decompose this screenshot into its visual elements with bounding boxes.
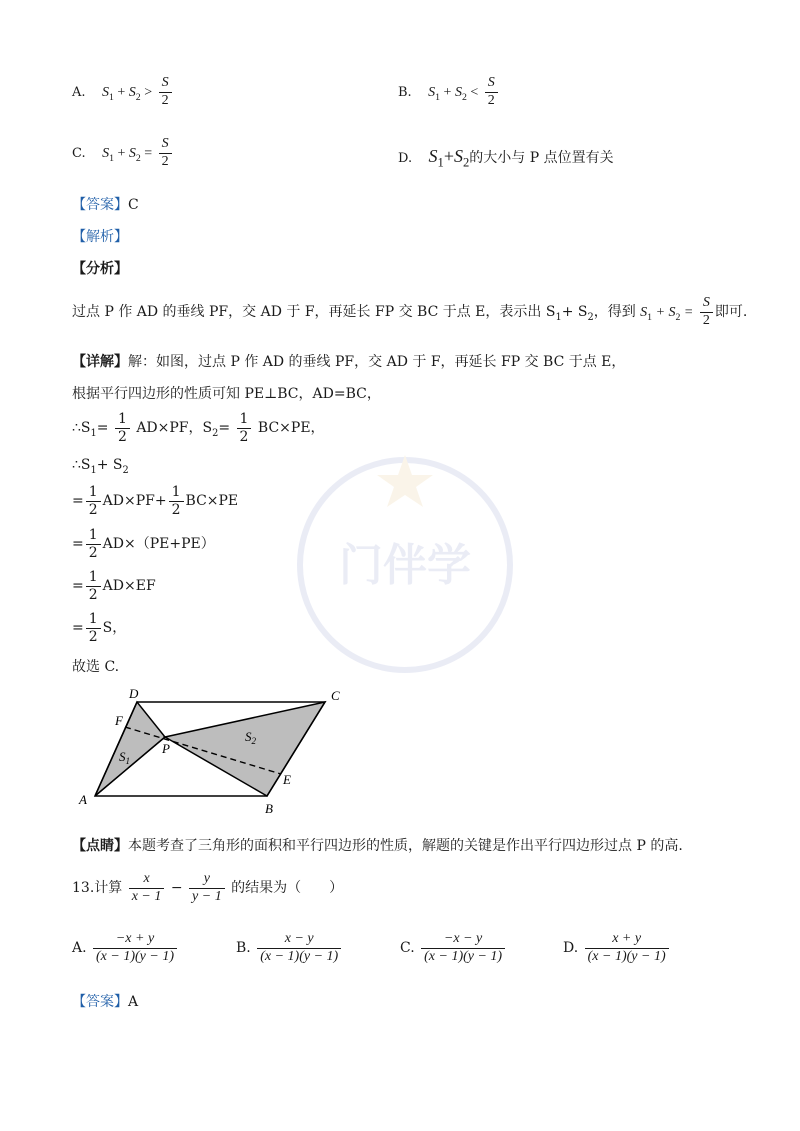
option-b-s2: S: [454, 85, 462, 101]
line3-frac1-den: 2: [115, 428, 130, 445]
q13-option-a-frac: [93, 932, 177, 964]
line7-eq: =: [72, 578, 84, 595]
q13-option-b: [236, 932, 343, 964]
option-b-s1: S: [428, 85, 436, 101]
watermark-text: 门伴学: [339, 541, 471, 590]
option-a-sub1: 1: [108, 91, 114, 103]
line6-text: AD×（PE+PE）: [102, 536, 215, 553]
q13-answer-value: A: [128, 994, 139, 1010]
q13-option-d-den: (x − 1)(y − 1): [585, 948, 669, 965]
line3-frac1: [115, 412, 130, 444]
line5-frac1-den: 2: [86, 501, 101, 518]
option-d-plus: +: [443, 146, 454, 166]
q13-option-b-label: B.: [236, 940, 251, 957]
line3-b: BC×PE，: [257, 420, 325, 437]
line7-text: AD×EF: [102, 578, 156, 595]
q13-option-d: [563, 932, 671, 964]
line5-a: AD×PF+: [102, 493, 167, 510]
option-a-s2: S: [128, 85, 136, 101]
fenxi-text-2: + S: [561, 304, 588, 321]
q13-option-b-num: x − y: [284, 931, 314, 946]
line8-text: S，: [102, 620, 127, 637]
option-b-frac-den: 2: [485, 92, 498, 109]
line8-frac-den: 2: [86, 628, 101, 645]
fenxi-fraction: [700, 296, 713, 328]
line3-frac2-num: 1: [239, 411, 249, 427]
option-b-relation: <: [470, 85, 479, 101]
q13-frac2: [189, 872, 225, 904]
line3-frac2-den: 2: [237, 428, 252, 445]
q13-option-d-label: D.: [563, 940, 579, 957]
q12-line3: [72, 412, 325, 444]
option-a: [72, 76, 174, 108]
label-d: D: [129, 686, 139, 701]
option-b-sub2: 2: [461, 91, 467, 103]
option-a-label: A.: [72, 85, 86, 101]
option-d-s2: S: [454, 146, 463, 166]
label-s2-main: S: [245, 729, 252, 744]
label-s1-main: S: [119, 749, 126, 764]
label-s1-sub: 1: [125, 756, 130, 766]
line8-eq: =: [72, 620, 84, 637]
q13-frac2-den: y − 1: [189, 888, 225, 905]
q12-line8: [72, 612, 126, 644]
line7-frac: [86, 570, 101, 602]
q13-minus: −: [170, 880, 183, 897]
comment-text: 本题考查了三角形的面积和平行四边形的性质，解题的关键是作出平行四边形过点 P 的高.: [128, 838, 683, 854]
line3-sub2: 2: [212, 427, 219, 439]
q13-option-d-frac: [585, 932, 669, 964]
fenxi-frac-den: 2: [700, 312, 713, 329]
option-c-sub2: 2: [135, 152, 141, 164]
q12-line7: [72, 570, 156, 602]
option-c-relation: =: [144, 146, 153, 162]
option-c-s2: S: [128, 146, 136, 162]
line5-b: BC×PE: [185, 493, 239, 510]
fenxi-s2-sub: 2: [675, 311, 681, 323]
line6-eq: =: [72, 536, 84, 553]
line5-frac1: [86, 485, 101, 517]
fenxi-tail: 即可.: [714, 304, 748, 321]
fenxi-s2: S: [668, 305, 676, 321]
q13-option-c-label: C.: [400, 940, 415, 957]
option-b-fraction: [485, 76, 498, 108]
q13-stem-suffix: 的结果为（ ）: [231, 880, 344, 897]
answer-tag: 【答案】: [72, 197, 128, 213]
detail-text: 解：如图，过点 P 作 AD 的垂线 PF，交 AD 于 F，再延长 FP 交 BC 于点 E，: [128, 354, 626, 370]
q13-stem-prefix: 13.计算: [72, 880, 123, 897]
option-d-label: D.: [398, 151, 413, 166]
option-a-relation: >: [144, 85, 153, 101]
q12-analysis-tag: 【解析】: [72, 229, 128, 245]
option-c-label: C.: [72, 146, 86, 162]
line5-frac2-num: 1: [171, 484, 181, 500]
label-f: F: [115, 713, 123, 728]
q13-option-b-den: (x − 1)(y − 1): [257, 948, 341, 965]
q12-choose: 故选 C.: [72, 659, 120, 675]
line4-s2: + S: [96, 457, 123, 473]
q13-stem: [72, 872, 343, 904]
option-d-sub2: 2: [463, 155, 470, 170]
line4-sub2: 2: [122, 464, 129, 476]
line3-frac1-num: 1: [117, 411, 127, 427]
label-p: P: [162, 741, 170, 756]
line3-sub1: 1: [90, 427, 97, 439]
q12-fenxi-tag: 【分析】: [72, 261, 128, 277]
q13-frac1: [129, 872, 165, 904]
label-c: C: [331, 688, 340, 703]
q13-option-c-frac: [421, 932, 505, 964]
fenxi-frac-num: S: [702, 295, 710, 310]
q13-option-c: [400, 932, 507, 964]
option-d-s1: S: [428, 146, 438, 166]
option-c-fraction: [159, 137, 172, 169]
q13-frac1-num: x: [143, 871, 150, 886]
option-d-text: 的大小与 P 点位置有关: [469, 150, 614, 166]
fenxi-text-3: ，得到: [593, 304, 636, 321]
option-c-frac-num: S: [161, 136, 169, 151]
fenxi-sub1: 1: [555, 311, 562, 323]
option-a-frac-den: 2: [159, 92, 172, 109]
line5-frac2: [169, 485, 184, 517]
line5-frac2-den: 2: [169, 501, 184, 518]
line5-eq: =: [72, 493, 84, 510]
q12-line4: [72, 457, 129, 476]
q13-option-d-num: x + y: [612, 931, 642, 946]
q13-option-c-den: (x − 1)(y − 1): [421, 948, 505, 965]
q12-line2: 根据平行四边形的性质可知 PE⊥BC，AD=BC，: [72, 386, 381, 402]
q12-comment: [72, 835, 683, 855]
option-b-plus: +: [443, 85, 452, 101]
line8-frac: [86, 612, 101, 644]
parallelogram-figure: [75, 683, 365, 823]
line6-frac: [86, 528, 101, 560]
fenxi-s1: S: [640, 305, 648, 321]
q13-frac1-den: x − 1: [129, 888, 165, 905]
line6-frac-num: 1: [88, 527, 98, 543]
line4-s1: S: [80, 457, 91, 473]
option-a-fraction: [159, 76, 172, 108]
detail-tag: 【详解】: [72, 354, 128, 370]
option-b: [398, 76, 500, 108]
label-b: B: [265, 801, 273, 816]
line7-frac-den: 2: [86, 586, 101, 603]
line5-frac1-num: 1: [88, 484, 98, 500]
label-s2-sub: 2: [251, 736, 256, 746]
option-c-s1: S: [102, 146, 110, 162]
option-c-sub1: 1: [109, 152, 114, 164]
q13-option-a-label: A.: [72, 940, 87, 957]
q12-answer: [72, 194, 139, 214]
q12-fenxi-text: 过点 P 作 AD 的垂线 PF，交 AD 于 F，再延长 FP 交 BC 于点 E，表示出 $S_1+ S_2$，得到 $S_1 + S_2$ = $\frac{S}{2}$ 即可.: [72, 295, 748, 328]
option-b-label: B.: [398, 85, 412, 101]
q12-detail: [72, 351, 625, 371]
line3-eq2: =: [218, 420, 231, 437]
option-b-sub1: 1: [435, 91, 441, 103]
fenxi-text-1: 过点 P 作 AD 的垂线 PF，交 AD 于 F，再延长 FP 交 BC 于点 E，表示出 S: [72, 304, 556, 321]
therefore-2: ∴: [72, 457, 81, 473]
option-a-frac-num: S: [161, 75, 169, 90]
line6-frac-den: 2: [86, 544, 101, 561]
line3-eq: =: [96, 420, 109, 437]
fenxi-s1-sub: 1: [647, 311, 653, 323]
option-a-plus: +: [117, 85, 126, 101]
line3-s: S: [80, 420, 91, 437]
option-c-frac-den: 2: [159, 153, 172, 170]
watermark-emblem: [285, 445, 525, 685]
option-c: [72, 137, 174, 169]
q13-option-a-den: (x − 1)(y − 1): [93, 948, 177, 965]
fenxi-sub2: 2: [587, 311, 594, 323]
line3-a: AD×PF，S: [136, 420, 213, 437]
q12-line6: [72, 528, 215, 560]
watermark: [285, 445, 525, 685]
q13-option-a-num: −x + y: [115, 931, 155, 946]
therefore-1: ∴: [72, 420, 81, 437]
label-e: E: [283, 772, 291, 787]
line4-sub1: 1: [90, 464, 97, 476]
comment-tag: 【点睛】: [72, 838, 128, 854]
q13-answer: [72, 991, 138, 1011]
q13-answer-tag: 【答案】: [72, 994, 128, 1010]
option-a-sub2: 2: [135, 91, 141, 103]
q13-option-b-frac: [257, 932, 341, 964]
region-s2: [165, 702, 325, 796]
line7-frac-num: 1: [88, 569, 98, 585]
option-a-s1: S: [101, 85, 109, 101]
option-d-sub1: 1: [437, 155, 444, 170]
q13-option-c-num: −x − y: [443, 931, 483, 946]
q13-frac2-num: y: [203, 871, 210, 886]
label-a: A: [79, 792, 87, 807]
line8-frac-num: 1: [88, 611, 98, 627]
option-d: [398, 146, 614, 171]
q13-option-a: [72, 932, 179, 964]
option-b-frac-num: S: [487, 75, 495, 90]
q12-line5: [72, 485, 238, 517]
line3-frac2: [237, 412, 252, 444]
answer-value: C: [128, 197, 139, 213]
option-c-plus: +: [117, 146, 126, 162]
